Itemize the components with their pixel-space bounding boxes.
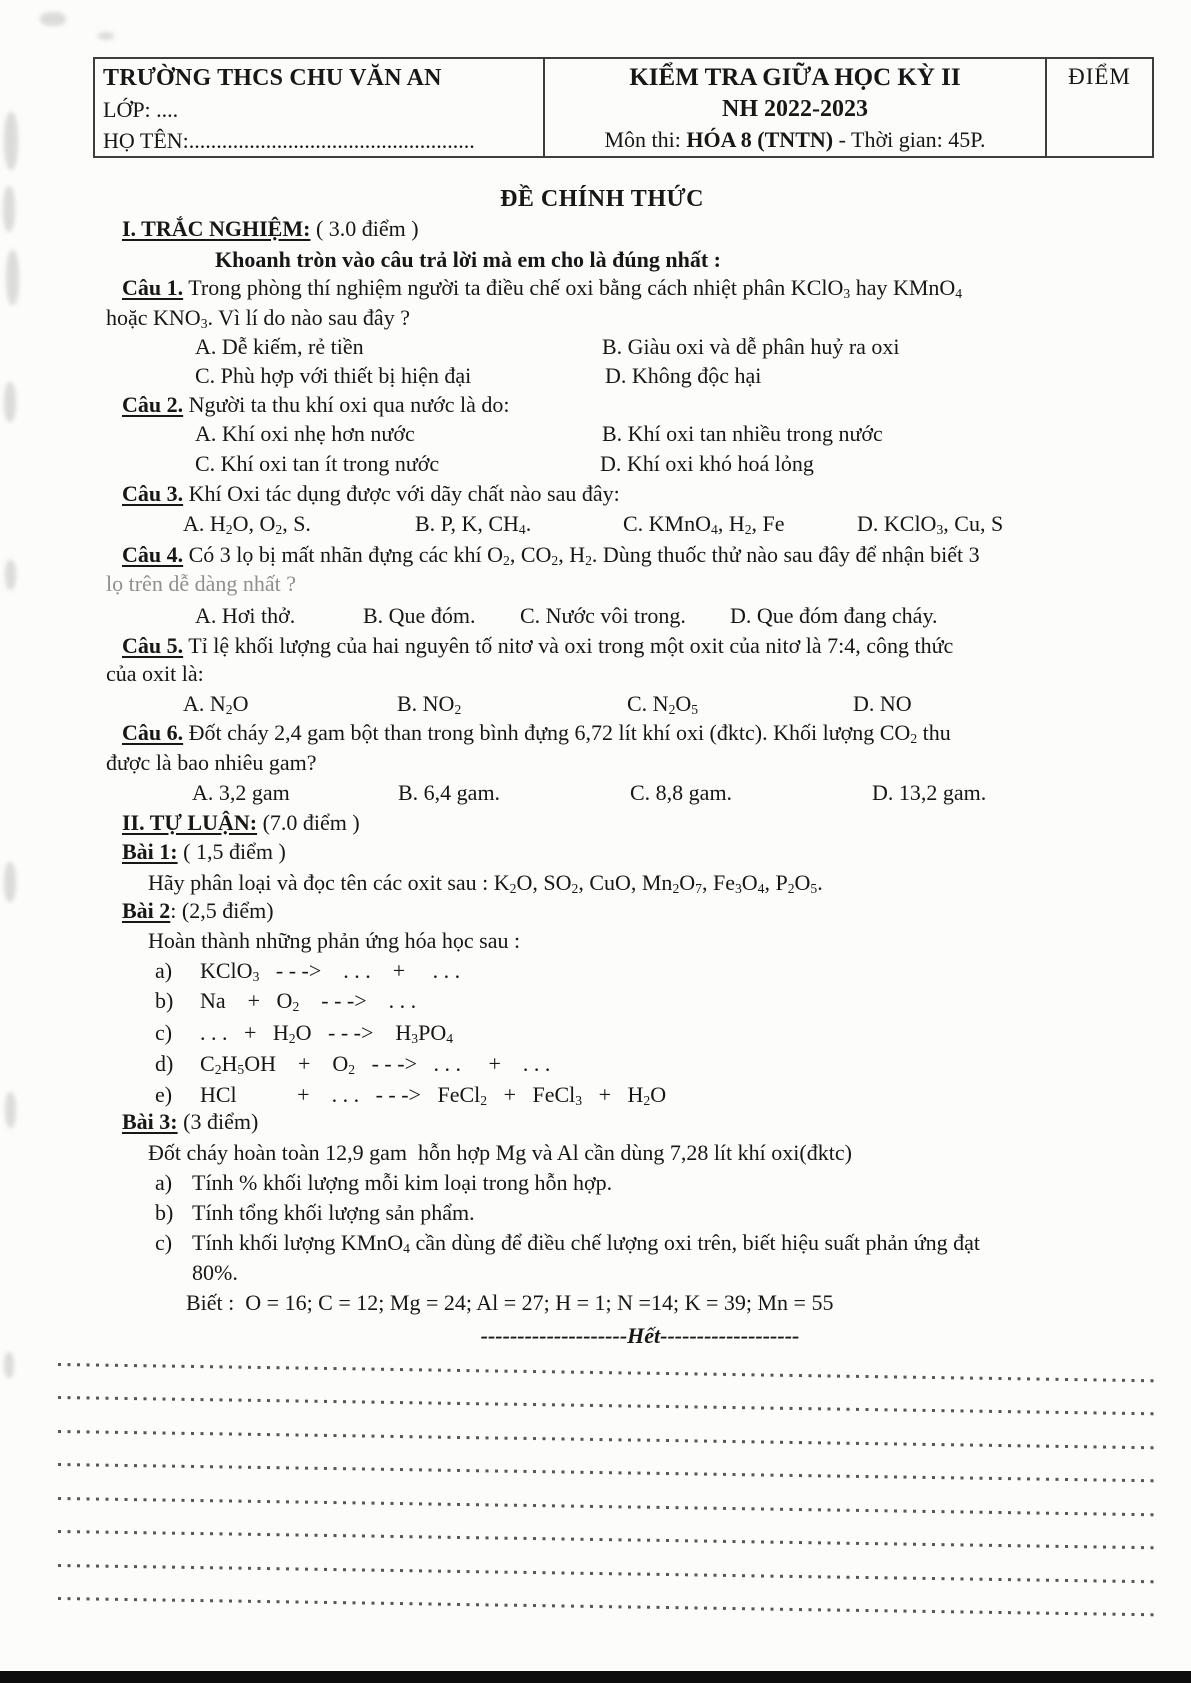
question-6-label: Câu 6. <box>122 720 184 745</box>
p3-b-text: Tính tổng khối lượng sản phẩm. <box>192 1200 475 1225</box>
school-year: NH 2022-2023 <box>722 96 868 122</box>
scan-artifact <box>4 1352 14 1378</box>
equation-d-formula: $C_2H_5OH$ + $O_2$ - - -> . . . + . . . <box>200 1051 551 1077</box>
q6-option-a: A. 3,2 gam <box>192 780 290 805</box>
q5-option-d: D. NO <box>853 691 912 716</box>
question-5-label: Câu 5. <box>122 633 184 658</box>
p3-a-text: Tính % khối lượng mỗi kim loại trong hỗn hợp. <box>192 1170 613 1195</box>
scan-artifact <box>4 112 18 170</box>
section-2-heading <box>122 809 360 836</box>
question-2-text: Người ta thu khí oxi qua nước là do: <box>183 392 510 417</box>
question-2-label: Câu 2. <box>122 392 184 417</box>
question-4-text: Có 3 lọ bị mất nhãn đựng các khí $O_2$, $CO_2$, $H_2$. Dùng thuốc thử nào sau đây để nhận biết 3 <box>183 542 980 568</box>
q3-option-a: A. $H_2O$, $O_2$, S. <box>183 511 311 537</box>
subject-prefix: Môn thi: <box>604 127 687 152</box>
q4-option-d: D. Que đóm đang cháy. <box>730 603 938 628</box>
p3-c-text: Tính khối lượng KMnO$_4$ cần dùng để điều chế lượng oxi trên, biết hiệu suất phản ứng đạt <box>192 1230 981 1256</box>
equation-b-formula: Na + $O_2$ - - -> . . . <box>200 988 417 1014</box>
question-5-line-1 <box>122 632 953 659</box>
p3-a-letter: a) <box>155 1170 173 1195</box>
section-1-heading <box>122 215 419 242</box>
problem-1-text: Hãy phân loại và đọc tên các oxit sau : $K_2O$, $SO_2$, CuO, $Mn_2O_7$, $Fe_3O_4$, $P_2O_5$. <box>148 870 823 896</box>
problem-1-heading <box>122 838 286 865</box>
problem-3-label: Bài 3: <box>122 1109 178 1134</box>
header-exam-cell <box>545 59 1047 156</box>
subject-name: HÓA 8 (TNTN) <box>686 127 834 152</box>
q1-option-d: D. Không độc hại <box>605 363 762 388</box>
question-1-text: Trong phòng thí nghiệm người ta điều chế oxi bằng cách nhiệt phân KClO$_3$ hay KMnO$_4$ <box>183 275 963 301</box>
q2-option-b: B. Khí oxi tan nhiều trong nước <box>602 421 883 446</box>
question-1-line-1 <box>122 274 962 301</box>
subject-duration: - Thời gian: 45P. <box>833 127 986 152</box>
end-divider: --------------------Hết------------------- <box>480 1323 800 1348</box>
q3-option-d: D. KClO$_3$, Cu, S <box>857 511 1004 537</box>
subject-line <box>605 124 986 156</box>
problem-1-points: ( 1,5 điểm ) <box>177 839 286 864</box>
problem-2-intro: Hoàn thành những phản ứng hóa học sau : <box>148 928 521 953</box>
problem-3-points: (3 điểm) <box>177 1109 259 1134</box>
equation-a-formula: KClO$_3$ - - -> . . . + . . . <box>200 958 461 984</box>
header-table <box>93 57 1154 158</box>
header-school-cell <box>95 59 545 156</box>
atomic-masses: Biết : O = 16; C = 12; Mg = 24; Al = 27; H = 1; N =14; K = 39; Mn = 55 <box>186 1290 834 1315</box>
question-4-label: Câu 4. <box>122 542 184 567</box>
answer-line <box>58 1396 1158 1415</box>
q4-option-b: B. Que đóm. <box>363 603 476 628</box>
answer-line <box>58 1597 1158 1616</box>
question-6-line-1 <box>122 719 951 746</box>
score-box <box>1047 59 1152 156</box>
problem-2-points: : (2,5 điểm) <box>170 898 274 923</box>
p3-c-letter: c) <box>155 1230 173 1255</box>
answer-line <box>58 1497 1158 1516</box>
q5-option-b: B. $NO_2$ <box>397 691 462 717</box>
p3-b-letter: b) <box>155 1200 174 1225</box>
official-title: ĐỀ CHÍNH THỨC <box>500 186 704 212</box>
exam-title: KIỂM TRA GIỮA HỌC KỲ II <box>629 64 961 91</box>
instruction: Khoanh tròn vào câu trả lời mà em cho là đúng nhất : <box>215 247 721 272</box>
q1-option-b: B. Giàu oxi và dễ phân huỷ ra oxi <box>602 334 900 359</box>
question-5-text: Tỉ lệ khối lượng của hai nguyên tố nitơ và oxi trong một oxit của nitơ là 7:4, công thức <box>183 633 954 658</box>
question-1-label: Câu 1. <box>122 275 184 300</box>
section-1-label: I. TRẮC NGHIỆM: <box>122 216 311 241</box>
q6-option-d: D. 13,2 gam. <box>872 780 987 805</box>
q5-option-a: A. $N_2O$ <box>183 691 249 717</box>
question-2-line-1 <box>122 391 509 418</box>
question-3-label: Câu 3. <box>122 481 184 506</box>
problem-2-heading <box>122 897 274 924</box>
scan-artifact <box>98 32 114 40</box>
answer-line <box>58 1530 1158 1549</box>
q1-option-a: A. Dễ kiếm, rẻ tiền <box>195 334 364 359</box>
class-label: LỚP: .... <box>103 97 179 122</box>
question-1-line-2: hoặc $KNO_3$. Vì lí do nào sau đây ? <box>106 305 410 331</box>
equation-a-letter: a) <box>155 958 173 983</box>
scan-edge-bar <box>0 1671 1191 1683</box>
question-6-text: Đốt cháy 2,4 gam bột than trong bình đựng 6,72 lít khí oxi (đktc). Khối lượng $CO_2$ thu <box>183 720 951 746</box>
equation-b-letter: b) <box>155 988 174 1013</box>
scan-artifact <box>40 12 66 26</box>
p3-c-continuation: 80%. <box>192 1260 238 1285</box>
q4-option-a: A. Hơi thở. <box>195 603 296 628</box>
problem-3-intro: Đốt cháy hoàn toàn 12,9 gam hỗn hợp Mg và Al cần dùng 7,28 lít khí oxi(đktc) <box>148 1140 852 1165</box>
question-3-text: Khí Oxi tác dụng được với dãy chất nào sau đây: <box>183 481 620 506</box>
q3-option-b: B. P, K, $CH_4$. <box>415 511 532 537</box>
question-3-line-1 <box>122 480 620 507</box>
school-name: TRƯỜNG THCS CHU VĂN AN <box>103 65 442 91</box>
problem-2-label: Bài 2 <box>122 898 171 923</box>
q2-option-a: A. Khí oxi nhẹ hơn nước <box>195 421 415 446</box>
q2-option-c: C. Khí oxi tan ít trong nước <box>195 451 440 476</box>
answer-line <box>58 1564 1158 1583</box>
score-label: ĐIỂM <box>1068 64 1131 89</box>
scan-artifact <box>6 250 19 305</box>
q1-option-c: C. Phù hợp với thiết bị hiện đại <box>195 363 472 388</box>
answer-line <box>58 1430 1158 1449</box>
problem-3-item-c <box>0 1229 1191 1337</box>
section-2-points: (7.0 điểm ) <box>257 810 360 835</box>
equation-e-formula: HCl + . . . - - -> FeCl$_2$ + FeCl$_3$ + $H_2O$ <box>200 1082 667 1108</box>
question-4-line-1 <box>122 541 980 568</box>
question-5-line-2: của oxit là: <box>106 661 204 686</box>
section-1-points: ( 3.0 điểm ) <box>310 216 419 241</box>
equation-d-letter: d) <box>155 1051 174 1076</box>
q6-option-c: C. 8,8 gam. <box>630 780 733 805</box>
equation-c-letter: c) <box>155 1020 173 1045</box>
q5-option-c: C. $N_2O_5$ <box>627 691 699 717</box>
q3-option-c: C. KMnO$_4$, $H_2$, Fe <box>623 511 785 537</box>
answer-line <box>58 1463 1158 1482</box>
answer-line <box>58 1363 1158 1382</box>
section-2-label: II. TỰ LUẬN: <box>122 810 258 835</box>
q2-option-d: D. Khí oxi khó hoá lỏng <box>600 451 814 476</box>
equation-c-formula: . . . + $H_2O$ - - -> $H_3PO_4$ <box>200 1020 454 1046</box>
q6-option-b: B. 6,4 gam. <box>398 780 501 805</box>
problem-3-heading <box>122 1108 258 1135</box>
student-name-label: HỌ TÊN:.................................................... <box>103 128 475 153</box>
problem-1-label: Bài 1: <box>122 839 178 864</box>
q4-option-c: C. Nước vôi trong. <box>520 603 686 628</box>
question-6-line-2: được là bao nhiêu gam? <box>106 750 317 775</box>
question-4-line-2: lọ trên dễ dàng nhất ? <box>106 571 296 596</box>
equation-e-letter: e) <box>155 1082 173 1107</box>
